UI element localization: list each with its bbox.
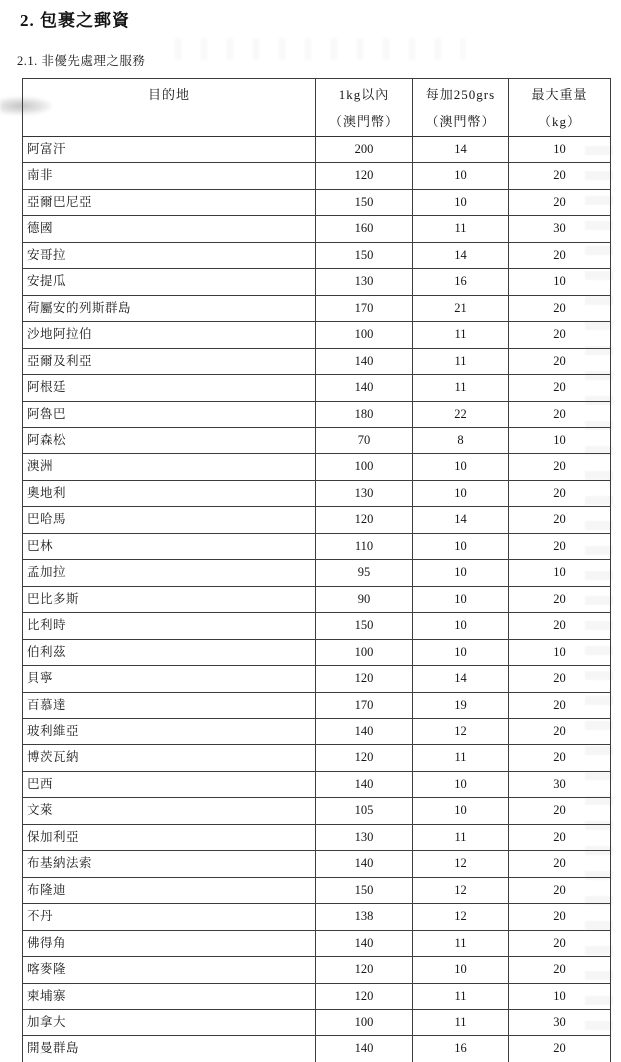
rate-250grs-cell: 8: [413, 427, 509, 453]
max-weight-cell: 20: [509, 454, 611, 480]
rate-1kg-cell: 130: [316, 480, 413, 506]
table-row: [23, 375, 611, 401]
table-row: [23, 137, 611, 163]
max-weight-cell: 20: [509, 877, 611, 903]
rate-1kg-cell: 150: [316, 242, 413, 268]
rate-1kg-cell: 120: [316, 163, 413, 189]
max-weight-cell: 20: [509, 798, 611, 824]
table-row: [23, 904, 611, 930]
destination-cell: 沙地阿拉伯: [23, 322, 316, 348]
table-row: [23, 295, 611, 321]
max-weight-cell: 20: [509, 586, 611, 612]
rate-1kg-cell: 140: [316, 718, 413, 744]
rate-250grs-cell: 14: [413, 137, 509, 163]
table-row: [23, 454, 611, 480]
rate-250grs-cell: 10: [413, 189, 509, 215]
max-weight-cell: 20: [509, 904, 611, 930]
destination-cell: 佛得角: [23, 930, 316, 956]
rate-1kg-cell: 150: [316, 613, 413, 639]
rate-1kg-cell: 70: [316, 427, 413, 453]
table-row: [23, 639, 611, 665]
table-row: [23, 560, 611, 586]
header-rate-250grs-line2: （澳門幣）: [425, 113, 496, 129]
max-weight-cell: 20: [509, 242, 611, 268]
table-row: [23, 1036, 611, 1062]
rate-250grs-cell: 12: [413, 904, 509, 930]
destination-cell: 喀麥隆: [23, 957, 316, 983]
rate-250grs-cell: 12: [413, 718, 509, 744]
rate-1kg-cell: 120: [316, 983, 413, 1009]
max-weight-cell: 20: [509, 613, 611, 639]
rate-1kg-cell: 160: [316, 216, 413, 242]
rate-1kg-cell: 140: [316, 930, 413, 956]
max-weight-cell: 20: [509, 295, 611, 321]
destination-cell: 伯利茲: [23, 639, 316, 665]
table-row: [23, 692, 611, 718]
rate-250grs-cell: 11: [413, 930, 509, 956]
header-rate-250grs: [413, 79, 509, 137]
rate-250grs-cell: 16: [413, 269, 509, 295]
max-weight-cell: 20: [509, 824, 611, 850]
rate-1kg-cell: 140: [316, 375, 413, 401]
max-weight-cell: 20: [509, 666, 611, 692]
rate-250grs-cell: 10: [413, 163, 509, 189]
max-weight-cell: 10: [509, 639, 611, 665]
rate-250grs-cell: 10: [413, 639, 509, 665]
rate-1kg-cell: 140: [316, 1036, 413, 1062]
destination-cell: 安哥拉: [23, 242, 316, 268]
table-row: [23, 322, 611, 348]
destination-cell: 柬埔寨: [23, 983, 316, 1009]
table-row: [23, 533, 611, 559]
destination-cell: 比利時: [23, 613, 316, 639]
rate-250grs-cell: 19: [413, 692, 509, 718]
destination-cell: 巴西: [23, 771, 316, 797]
rate-250grs-cell: 14: [413, 666, 509, 692]
table-row: [23, 983, 611, 1009]
max-weight-cell: 10: [509, 427, 611, 453]
header-rate-1kg-line2: （澳門幣）: [328, 113, 399, 129]
destination-cell: 亞爾巴尼亞: [23, 189, 316, 215]
rate-250grs-cell: 11: [413, 375, 509, 401]
table-row: [23, 851, 611, 877]
destination-cell: 安提瓜: [23, 269, 316, 295]
page-title: 2. 包裹之郵資: [20, 11, 130, 30]
destination-cell: 亞爾及利亞: [23, 348, 316, 374]
section-subtitle: 2.1. 非優先處理之服務: [17, 54, 146, 68]
rate-1kg-cell: 100: [316, 1009, 413, 1035]
rate-1kg-cell: 100: [316, 454, 413, 480]
destination-cell: 開曼群島: [23, 1036, 316, 1062]
table-row: [23, 586, 611, 612]
rate-1kg-cell: 140: [316, 771, 413, 797]
table-row: [23, 957, 611, 983]
rate-250grs-cell: 11: [413, 983, 509, 1009]
table-row: [23, 189, 611, 215]
destination-cell: 南非: [23, 163, 316, 189]
table-row: [23, 798, 611, 824]
destination-cell: 阿根廷: [23, 375, 316, 401]
max-weight-cell: 20: [509, 718, 611, 744]
max-weight-cell: 10: [509, 137, 611, 163]
table-row: [23, 242, 611, 268]
rate-250grs-cell: 12: [413, 851, 509, 877]
table-row: [23, 480, 611, 506]
destination-cell: 阿魯巴: [23, 401, 316, 427]
rate-1kg-cell: 105: [316, 798, 413, 824]
rate-250grs-cell: 21: [413, 295, 509, 321]
rate-1kg-cell: 180: [316, 401, 413, 427]
destination-cell: 阿森松: [23, 427, 316, 453]
rate-1kg-cell: 150: [316, 877, 413, 903]
rate-250grs-cell: 11: [413, 745, 509, 771]
max-weight-cell: 20: [509, 480, 611, 506]
rate-250grs-cell: 10: [413, 771, 509, 797]
rate-1kg-cell: 120: [316, 957, 413, 983]
destination-cell: 玻利維亞: [23, 718, 316, 744]
table-row: [23, 1009, 611, 1035]
max-weight-cell: 30: [509, 216, 611, 242]
rate-1kg-cell: 170: [316, 295, 413, 321]
rate-250grs-cell: 10: [413, 480, 509, 506]
rate-250grs-cell: 11: [413, 322, 509, 348]
header-rate-250grs-line1: 每加250grs: [425, 86, 496, 102]
max-weight-cell: 20: [509, 533, 611, 559]
max-weight-cell: 10: [509, 560, 611, 586]
max-weight-cell: 20: [509, 851, 611, 877]
rate-1kg-cell: 200: [316, 137, 413, 163]
destination-cell: 貝寧: [23, 666, 316, 692]
rate-250grs-cell: 10: [413, 798, 509, 824]
table-row: [23, 877, 611, 903]
table-row: [23, 930, 611, 956]
destination-cell: 布基納法索: [23, 851, 316, 877]
rate-250grs-cell: 11: [413, 1009, 509, 1035]
rate-1kg-cell: 140: [316, 348, 413, 374]
table-row: [23, 507, 611, 533]
rate-1kg-cell: 120: [316, 666, 413, 692]
table-row: [23, 269, 611, 295]
table-row: [23, 718, 611, 744]
rate-1kg-cell: 130: [316, 269, 413, 295]
max-weight-cell: 30: [509, 1009, 611, 1035]
header-destination: [23, 79, 316, 137]
rate-1kg-cell: 95: [316, 560, 413, 586]
rate-250grs-cell: 10: [413, 613, 509, 639]
destination-cell: 德國: [23, 216, 316, 242]
destination-cell: 加拿大: [23, 1009, 316, 1035]
table-row: [23, 427, 611, 453]
table-row: [23, 216, 611, 242]
header-max-weight: [509, 79, 611, 137]
destination-cell: 不丹: [23, 904, 316, 930]
rate-1kg-cell: 140: [316, 851, 413, 877]
rate-250grs-cell: 10: [413, 454, 509, 480]
rate-1kg-cell: 100: [316, 639, 413, 665]
table-row: [23, 163, 611, 189]
rate-1kg-cell: 120: [316, 507, 413, 533]
max-weight-cell: 20: [509, 930, 611, 956]
destination-cell: 百慕達: [23, 692, 316, 718]
rate-1kg-cell: 90: [316, 586, 413, 612]
max-weight-cell: 20: [509, 375, 611, 401]
rate-250grs-cell: 11: [413, 216, 509, 242]
table-row: [23, 771, 611, 797]
rate-1kg-cell: 138: [316, 904, 413, 930]
table-row: [23, 348, 611, 374]
destination-cell: 巴林: [23, 533, 316, 559]
rate-250grs-cell: 11: [413, 824, 509, 850]
destination-cell: 孟加拉: [23, 560, 316, 586]
destination-cell: 巴哈馬: [23, 507, 316, 533]
header-rate-1kg-line1: 1kg以內: [338, 86, 390, 102]
rate-250grs-cell: 16: [413, 1036, 509, 1062]
destination-cell: 奧地利: [23, 480, 316, 506]
header-max-weight-line1: 最大重量: [531, 86, 588, 102]
rate-1kg-cell: 170: [316, 692, 413, 718]
header-max-weight-line2: （kg）: [537, 113, 581, 129]
max-weight-cell: 10: [509, 269, 611, 295]
max-weight-cell: 20: [509, 692, 611, 718]
parcel-rates-table: [22, 78, 611, 1062]
rate-1kg-cell: 110: [316, 533, 413, 559]
rate-1kg-cell: 100: [316, 322, 413, 348]
table-row: [23, 666, 611, 692]
destination-cell: 博茨瓦納: [23, 745, 316, 771]
rate-1kg-cell: 120: [316, 745, 413, 771]
max-weight-cell: 20: [509, 348, 611, 374]
max-weight-cell: 20: [509, 322, 611, 348]
destination-cell: 文萊: [23, 798, 316, 824]
destination-cell: 保加利亞: [23, 824, 316, 850]
destination-cell: 阿富汗: [23, 137, 316, 163]
table-row: [23, 613, 611, 639]
rate-250grs-cell: 10: [413, 560, 509, 586]
rate-250grs-cell: 14: [413, 242, 509, 268]
scan-artifact: [175, 38, 465, 60]
table-row: [23, 745, 611, 771]
max-weight-cell: 20: [509, 189, 611, 215]
max-weight-cell: 20: [509, 507, 611, 533]
rate-250grs-cell: 11: [413, 348, 509, 374]
max-weight-cell: 30: [509, 771, 611, 797]
rate-1kg-cell: 130: [316, 824, 413, 850]
header-destination-label: 目的地: [147, 86, 190, 102]
destination-cell: 澳洲: [23, 454, 316, 480]
max-weight-cell: 20: [509, 401, 611, 427]
rate-250grs-cell: 10: [413, 586, 509, 612]
rate-250grs-cell: 14: [413, 507, 509, 533]
max-weight-cell: 20: [509, 1036, 611, 1062]
table-row: [23, 401, 611, 427]
destination-cell: 布隆迪: [23, 877, 316, 903]
rate-250grs-cell: 12: [413, 877, 509, 903]
max-weight-cell: 20: [509, 957, 611, 983]
max-weight-cell: 20: [509, 745, 611, 771]
table-header: [23, 79, 611, 137]
max-weight-cell: 20: [509, 163, 611, 189]
destination-cell: 荷屬安的列斯群島: [23, 295, 316, 321]
rate-250grs-cell: 22: [413, 401, 509, 427]
rate-1kg-cell: 150: [316, 189, 413, 215]
rate-table-body: [23, 137, 611, 1062]
rate-250grs-cell: 10: [413, 957, 509, 983]
destination-cell: 巴比多斯: [23, 586, 316, 612]
max-weight-cell: 10: [509, 983, 611, 1009]
rate-250grs-cell: 10: [413, 533, 509, 559]
table-row: [23, 824, 611, 850]
header-rate-1kg: [316, 79, 413, 137]
